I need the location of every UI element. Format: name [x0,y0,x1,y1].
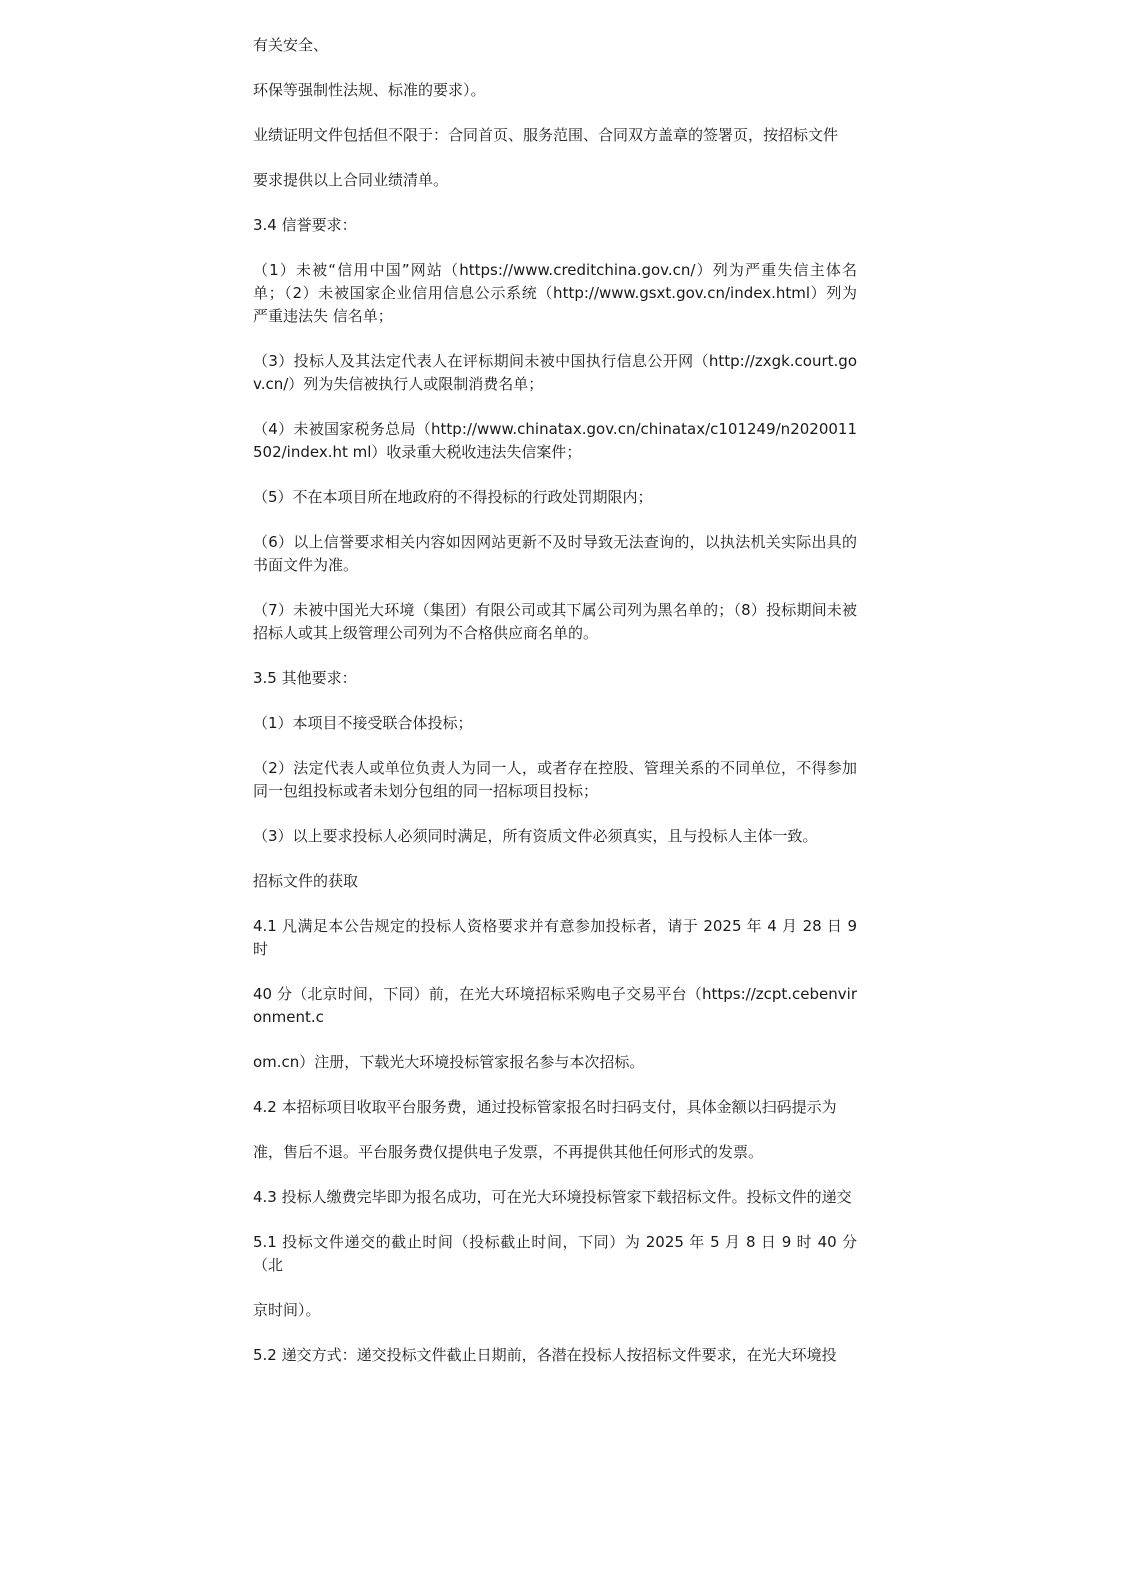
paragraph: （1）本项目不接受联合体投标； [253,714,473,732]
paragraph: （3）以上要求投标人必须同时满足，所有资质文件必须真实，且与投标人主体一致。 [253,827,818,845]
paragraph: （3）投标人及其法定代表人在评标期间未被中国执行信息公开网（http://zxgk.court.gov.cn/）列为失信被执行人或限制消费名单； [253,352,857,393]
paragraph: （2）法定代表人或单位负责人为同一人，或者存在控股、管理关系的不同单位，不得参加 同一包组投标或者未划分包组的同一招标项目投标； [253,759,857,800]
paragraph: 4.1 凡满足本公告规定的投标人资格要求并有意参加投标者，请于 2025 年 4 月 28 日 9 时 [253,917,857,958]
document-page [253,34,857,1389]
paragraph: 业绩证明文件包括但不限于：合同首页、服务范围、合同双方盖章的签署页，按招标文件 [253,126,839,144]
paragraph: 5.1 投标文件递交的截止时间（投标截止时间，下同）为 2025 年 5 月 8 日 9 时 40 分（北 [253,1233,857,1274]
section-heading: 招标文件的获取 [253,872,359,890]
section-heading: 3.4 信誉要求： [253,216,357,234]
paragraph: （7）未被中国光大环境（集团）有限公司或其下属公司列为黑名单的；（8）投标期间未被招标人或其上级管理公司列为不合格供应商名单的。 [253,601,857,642]
paragraph: 京时间）。 [253,1301,321,1319]
paragraph: 有关安全、 [253,36,329,54]
section-heading: 3.5 其他要求： [253,669,357,687]
paragraph: 4.2 本招标项目收取平台服务费，通过投标管家报名时扫码支付，具体金额以扫码提示为 [253,1098,837,1116]
paragraph: （4）未被国家税务总局（http://www.chinatax.gov.cn/chinatax/c101249/n2020011502/index.ht ml）收录重大税收违法失信案件； [253,420,857,461]
paragraph: 4.3 投标人缴费完毕即为报名成功，可在光大环境投标管家下载招标文件。投标文件的递交 [253,1188,852,1206]
paragraph: 5.2 递交方式：递交投标文件截止日期前，各潜在投标人按招标文件要求，在光大环境投 [253,1346,837,1364]
paragraph: （6）以上信誉要求相关内容如因网站更新不及时导致无法查询的，以执法机关实际出具的 书面文件为准。 [253,533,857,574]
paragraph: 环保等强制性法规、标准的要求）。 [253,81,486,99]
paragraph: 40 分（北京时间，下同）前，在光大环境招标采购电子交易平台（https://zcpt.cebenvironment.c [253,985,857,1026]
paragraph: 准，售后不退。平台服务费仅提供电子发票，不再提供其他任何形式的发票。 [253,1143,764,1161]
paragraph: om.cn）注册，下载光大环境投标管家报名参与本次招标。 [253,1053,645,1071]
paragraph: （5）不在本项目所在地政府的不得投标的行政处罚期限内； [253,488,653,506]
paragraph: 要求提供以上合同业绩清单。 [253,171,449,189]
paragraph: （1）未被“信用中国”网站（https://www.creditchina.gov.cn/）列为严重失信主体名单；（2）未被国家企业信用信息公示系统（http://www.gsxt.gov.cn/index.html）列为严重违法失 信名单； [253,261,857,325]
